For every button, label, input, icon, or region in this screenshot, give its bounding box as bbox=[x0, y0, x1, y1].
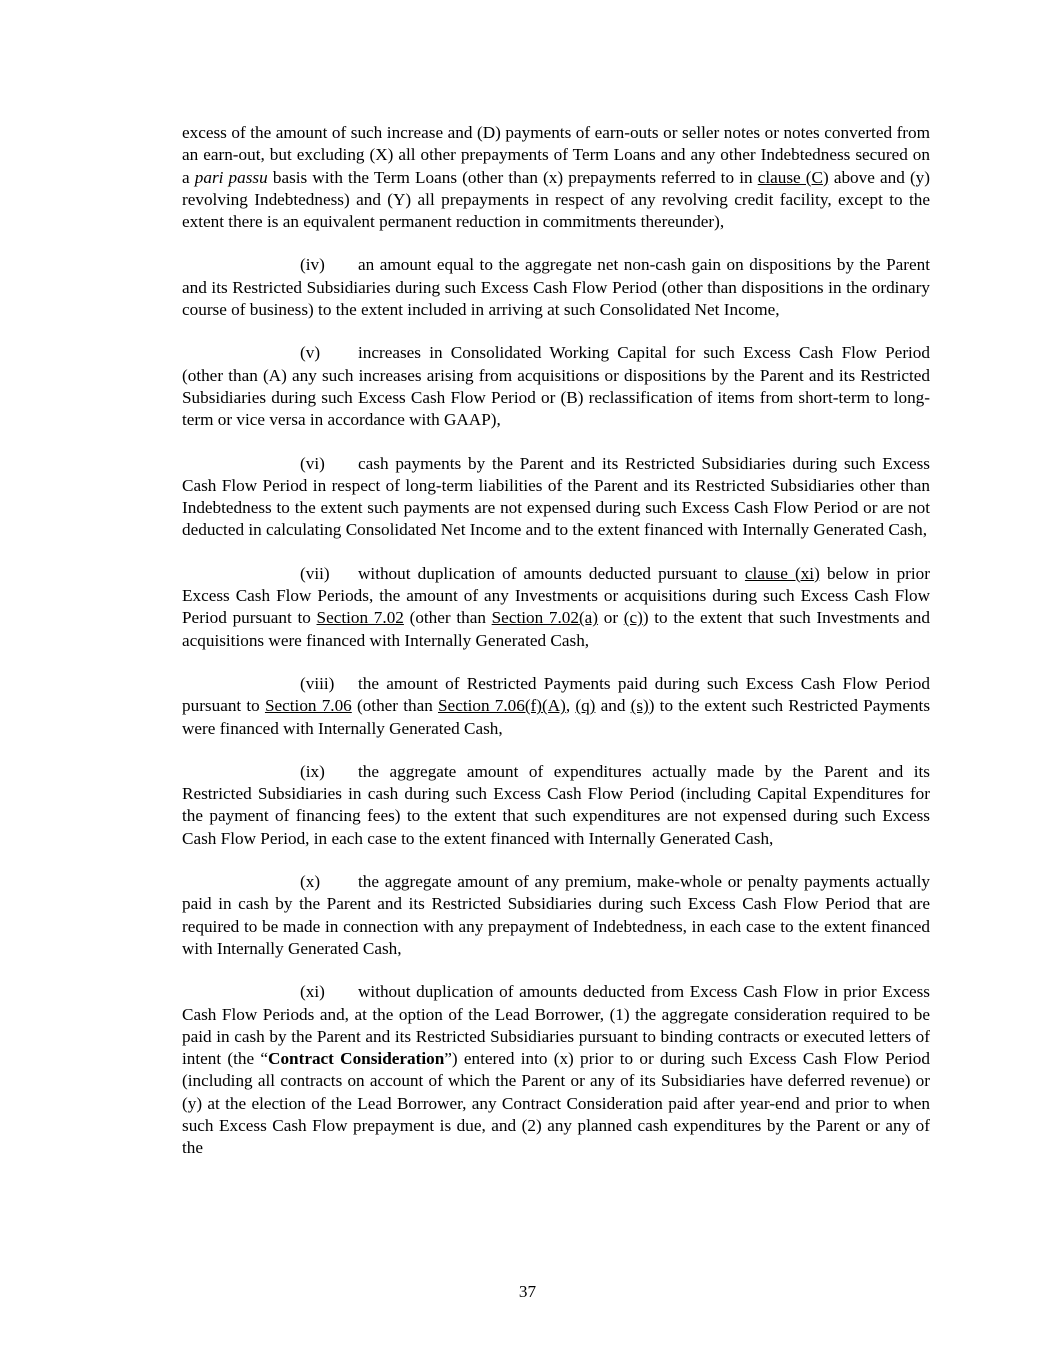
cross-reference: Section 7.02(a) bbox=[491, 608, 599, 628]
text-run: pari passu bbox=[194, 167, 268, 187]
text-run: ) to the extent such Restricted Payments were financed with Internally Generated Cash, bbox=[182, 696, 931, 738]
text-run: (other than bbox=[351, 696, 438, 716]
cross-reference: (s) bbox=[630, 696, 649, 716]
cross-reference: Section 7.06 bbox=[264, 696, 352, 716]
document-body bbox=[182, 122, 930, 1181]
cross-reference: Section 7.02 bbox=[316, 608, 404, 628]
para-x bbox=[182, 871, 930, 960]
text-run: basis with the Term Loans (other than (x) prepayments referred to in bbox=[267, 167, 758, 187]
para-vi bbox=[182, 453, 930, 542]
text-run: and bbox=[595, 696, 631, 716]
para-v bbox=[182, 342, 930, 431]
text-run: or bbox=[598, 608, 624, 628]
text-run: ) to the extent that such Investments and acquisitions were financed with Internally Generated Cash, bbox=[182, 608, 930, 650]
cross-reference: (q) bbox=[575, 696, 596, 716]
paragraph-marker: (v) bbox=[300, 343, 321, 363]
text-run: above and (y) revolving Indebtedness) and (Y) all prepayments in respect of any revolving credit facility, except to the extent there is an equivalent permanent reduction in commitments thereunder), bbox=[182, 167, 930, 232]
cross-reference: clause (xi) bbox=[744, 563, 820, 583]
cross-reference: (c) bbox=[623, 608, 643, 628]
paragraph-marker: (x) bbox=[300, 872, 321, 892]
text-run: the aggregate amount of expenditures actually made by the Parent and its Restricted Subsidiaries in cash during such Excess Cash Flow Period (including Capital Expenditures for the payment of financing fees) to the extent that such expenditures are not expensed during such Excess Cash Flow Period, in each case to the extent financed with Internally Generated Cash, bbox=[182, 761, 930, 848]
text-run: an amount equal to the aggregate net non-cash gain on dispositions by the Parent and its Restricted Subsidiaries during such Excess Cash Flow Period (other than dispositions in the ordinary course of business) to the extent included in arriving at such Consolidated Net Income, bbox=[182, 255, 930, 320]
text-run: below in prior Excess Cash Flow Periods, the amount of any Investments or acquisitions during such Excess Cash Flow Period pursuant to bbox=[182, 563, 930, 628]
cross-reference: Section 7.06(f)(A) bbox=[438, 696, 566, 716]
paragraph-marker: (xi) bbox=[300, 982, 325, 1002]
para-iv bbox=[182, 254, 930, 321]
text-run: without duplication of amounts deducted from Excess Cash Flow in prior Excess Cash Flow Periods and, at the option of the Lead Borrower, (1) the aggregate consideration required to be paid in cash by the Parent and its Restricted Subsidiaries pursuant to binding contracts or executed letters of intent (the “ bbox=[182, 982, 930, 1069]
paragraph-marker: (iv) bbox=[300, 255, 325, 275]
para-xi bbox=[182, 981, 930, 1159]
cross-reference: clause (C) bbox=[757, 167, 829, 187]
paragraph-marker: (viii) bbox=[300, 673, 335, 693]
text-run: increases in Consolidated Working Capital for such Excess Cash Flow Period (other than (A) any such increases arising from acquisitions or dispositions by the Parent and its Restricted Subsidiaries during such Excess Cash Flow Period or (B) reclassification of items from short-term to long-term or vice versa in accordance with GAAP), bbox=[182, 343, 930, 430]
para-vii bbox=[182, 563, 930, 652]
text-run: cash payments by the Parent and its Restricted Subsidiaries during such Excess Cash Flow Period in respect of long-term liabilities of the Parent and its Restricted Subsidiaries other than Indebtedness to the extent such payments are not expensed during such Excess Cash Flow Period or are not deducted in calculating Consolidated Net Income and to the extent financed with Internally Generated Cash, bbox=[182, 453, 930, 540]
para-continuation bbox=[182, 122, 930, 233]
text-run: excess of the amount of such increase and (D) payments of earn-outs or seller notes or notes converted from an earn-out, but excluding (X) all other prepayments of Term Loans and any other Indebtedness secured on a bbox=[182, 123, 930, 187]
para-ix bbox=[182, 761, 930, 850]
paragraph-marker: (vii) bbox=[300, 563, 330, 583]
paragraph-marker: (ix) bbox=[300, 761, 325, 781]
page-number: 37 bbox=[518, 1282, 537, 1301]
text-run: , bbox=[565, 696, 576, 716]
text-run: without duplication of amounts deducted pursuant to bbox=[358, 563, 745, 583]
text-run: (other than bbox=[403, 608, 492, 628]
para-viii bbox=[182, 673, 930, 740]
text-run: ”) entered into (x) prior to or during such Excess Cash Flow Period (including all contracts on account of which the Parent or any of its Subsidiaries have deferred revenue) or (y) at the election of the Lead Borrower, any Contract Consideration paid after year-end and prior to when such Excess Cash Flow prepayment is due, and (2) any planned cash expenditures by the Parent or any of the bbox=[182, 1049, 930, 1158]
text-run: the aggregate amount of any premium, make-whole or penalty payments actually paid in cash by the Parent and its Restricted Subsidiaries during such Excess Cash Flow Period that are required to be made in connection with any prepayment of Indebtedness, in each case to the extent financed with Internally Generated Cash, bbox=[182, 872, 930, 958]
text-run: the amount of Restricted Payments paid during such Excess Cash Flow Period pursuant to bbox=[182, 673, 930, 716]
paragraph-marker: (vi) bbox=[300, 453, 325, 473]
text-run: Contract Consideration bbox=[268, 1049, 445, 1069]
